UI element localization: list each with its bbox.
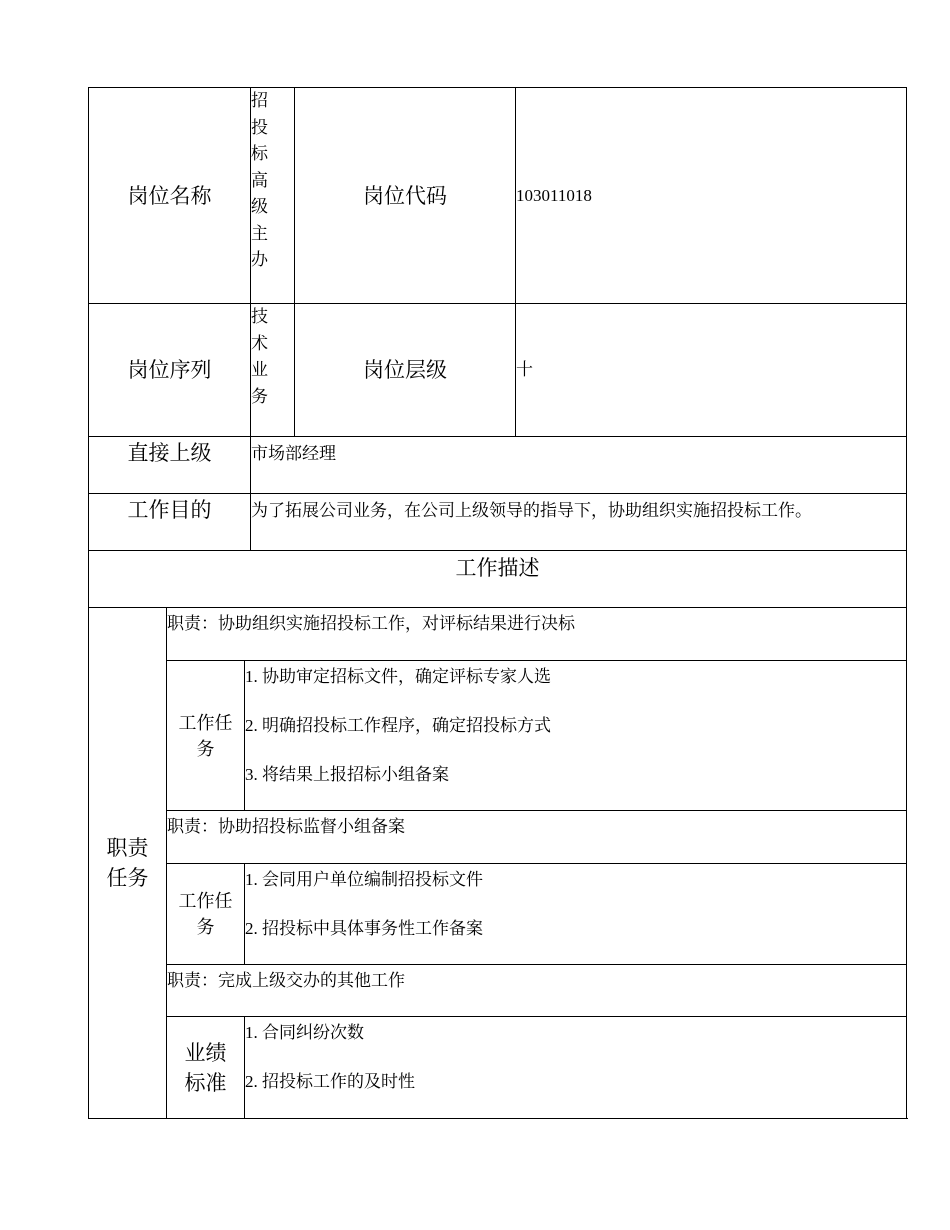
task-list-1 [245,661,907,811]
row-superior [89,437,907,494]
duty-text-3: 职责：完成上级交办的其他工作 [167,965,907,1017]
task-list-2 [245,864,907,965]
superior-label: 直接上级 [89,437,251,494]
task-label-text-2: 工作任务 [178,891,233,937]
duty-row-3 [89,965,907,1017]
description-title: 工作描述 [89,551,907,608]
duty-row-2 [89,811,907,864]
row-performance [89,1017,907,1119]
task-item: 2. 明确招投标工作程序，确定招投标方式 [245,716,551,735]
row-position-sequence [89,304,907,437]
row-position-name [89,88,907,304]
position-code-label: 岗位代码 [295,88,516,304]
task-label-1 [167,661,245,811]
task-item: 2. 招投标中具体事务性工作备案 [245,919,483,938]
position-name-label: 岗位名称 [89,88,251,304]
superior-value: 市场部经理 [251,437,907,494]
duty-text-1: 职责：协助组织实施招投标工作，对评标结果进行决标 [167,608,907,661]
row-description-title [89,551,907,608]
purpose-value: 为了拓展公司业务，在公司上级领导的指导下，协助组织实施招投标工作。 [251,494,907,551]
task-label-text-1: 工作任务 [178,712,233,759]
level-label: 岗位层级 [295,304,516,437]
position-name-value [251,88,295,304]
duty-text-2: 职责：协助招投标监督小组备案 [167,811,907,864]
duty-row-1 [89,608,907,661]
performance-item: 2. 招投标工作的及时性 [245,1072,415,1091]
sequence-label: 岗位序列 [89,304,251,437]
row-purpose [89,494,907,551]
position-name-text: 招投标高级主办 [251,91,269,269]
performance-label [167,1017,245,1119]
task-item: 1. 协助审定招标文件，确定评标专家人选 [245,667,551,686]
task-item: 3. 将结果上报招标小组备案 [245,765,449,784]
duties-label-text: 职责任务 [106,836,149,890]
performance-list [245,1017,907,1119]
sequence-text: 技术业务 [251,307,269,406]
task-label-2 [167,864,245,965]
job-description-form [88,87,906,1119]
duties-label [89,608,167,1119]
performance-label-text: 业绩标准 [184,1040,227,1095]
task-item: 1. 会同用户单位编制招投标文件 [245,870,483,889]
task-row-1 [89,661,907,811]
job-table [88,87,907,1119]
level-value: 十 [516,304,907,437]
task-row-2 [89,864,907,965]
purpose-label: 工作目的 [89,494,251,551]
performance-item: 1. 合同纠纷次数 [245,1023,364,1042]
sequence-value [251,304,295,437]
position-code-value: 103011018 [516,88,907,304]
